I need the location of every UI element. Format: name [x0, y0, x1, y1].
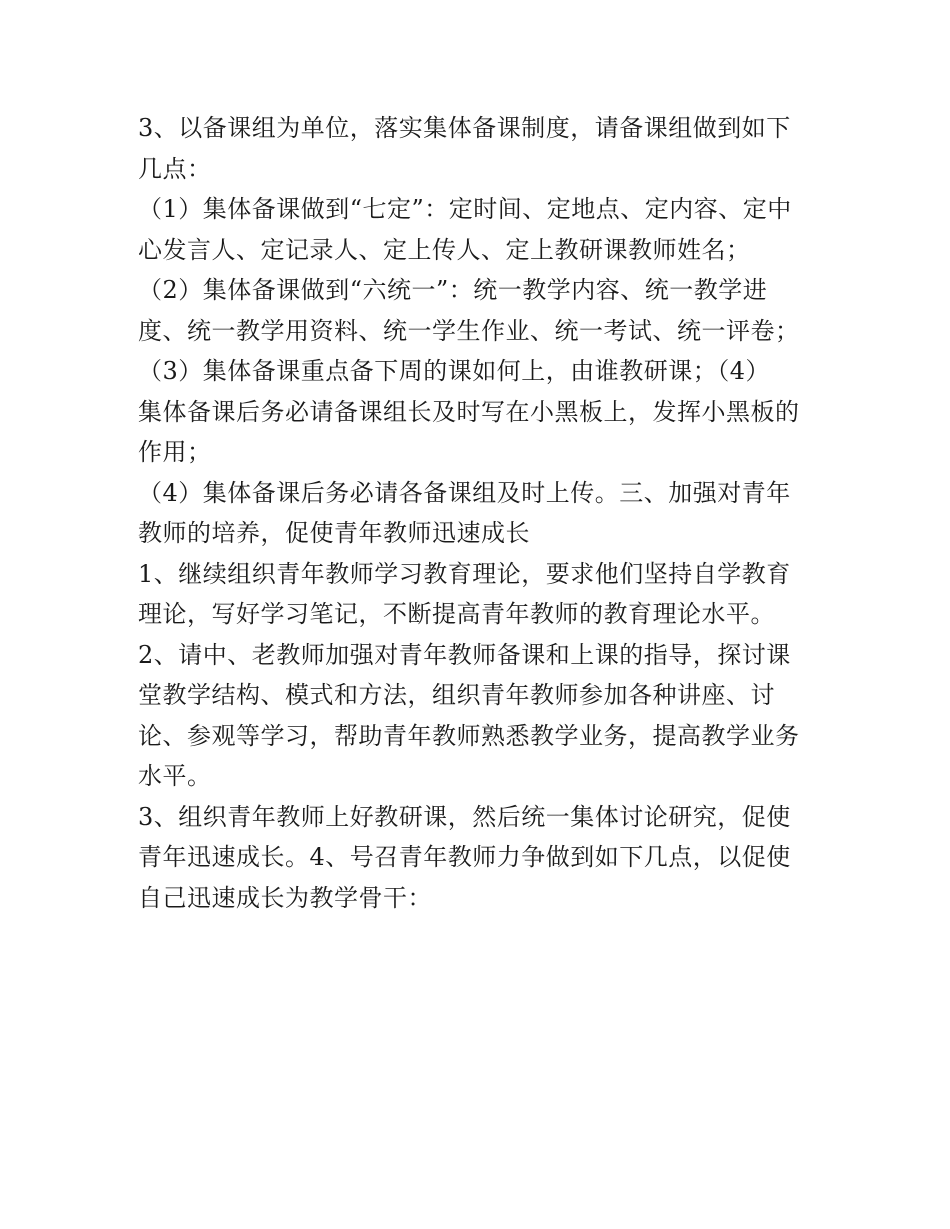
- text-line: 几点：: [138, 154, 212, 183]
- text-line: 教师的培养，促使青年教师迅速成长: [138, 519, 530, 547]
- text-line: 3、组织青年教师上好教研课，然后统一集体讨论研究，促使: [138, 802, 791, 831]
- text-line: 青年迅速成长。4、号召青年教师力争做到如下几点，以促使: [138, 843, 791, 871]
- text-line: 集体备课后务必请备课组长及时写在小黑板上，发挥小黑板的: [138, 397, 800, 426]
- text-line: （4）集体备课后务必请各备课组及时上传。三、加强对青年: [138, 478, 791, 507]
- text-line: 自己迅速成长为教学骨干：: [138, 883, 432, 912]
- text-line: 度、统一教学用资料、统一学生作业、统一考试、统一评卷；: [138, 316, 800, 345]
- text-line: 作用；: [138, 438, 212, 466]
- text-line: （2）集体备课做到“六统一”：统一教学内容、统一教学进: [138, 276, 768, 304]
- text-line: 心发言人、定记录人、定上传人、定上教研课教师姓名；: [138, 235, 751, 264]
- text-line: （3）集体备课重点备下周的课如何上，由谁教研课；（4）: [138, 357, 771, 385]
- text-line: 水平。: [138, 762, 212, 790]
- text-line: 论、参观等学习，帮助青年教师熟悉教学业务，提高教学业务: [138, 721, 800, 750]
- text-line: 理论，写好学习笔记，不断提高青年教师的教育理论水平。: [138, 600, 775, 628]
- text-line: 3、以备课组为单位，落实集体备课制度，请备课组做到如下: [138, 114, 791, 142]
- text-line: 1、继续组织青年教师学习教育理论，要求他们坚持自学教育: [138, 559, 791, 588]
- text-line: 堂教学结构、模式和方法，组织青年教师参加各种讲座、讨: [138, 681, 775, 709]
- text-line: （1）集体备课做到“七定”：定时间、定地点、定内容、定中: [138, 195, 792, 223]
- document-body: [138, 108, 828, 918]
- text-line: 2、请中、老教师加强对青年教师备课和上课的指导，探讨课: [138, 640, 791, 669]
